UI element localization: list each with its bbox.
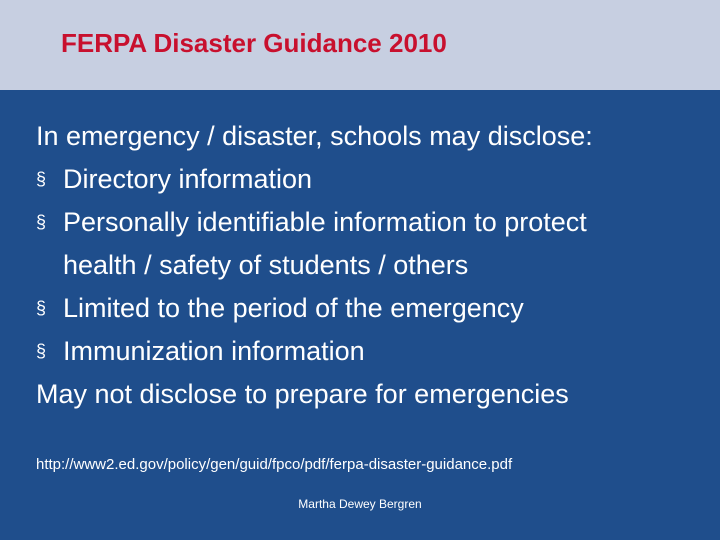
intro-text: In emergency / disaster, schools may disclose: <box>36 121 593 151</box>
author-footer: Martha Dewey Bergren <box>298 497 422 511</box>
bullet-item-directory <box>36 158 706 201</box>
bullet-text-continued: health / safety of students / others <box>63 250 469 280</box>
bullet-item-pii <box>36 201 706 287</box>
title-bar <box>0 0 720 90</box>
source-url-link[interactable]: http://www2.ed.gov/policy/gen/guid/fpco/pdf/ferpa-disaster-guidance.pdf <box>36 456 513 473</box>
slide-content <box>36 115 706 416</box>
closing-text: May not disclose to prepare for emergencies <box>36 379 569 409</box>
bullet-text: Directory information <box>63 164 313 194</box>
section-bullet-icon: § <box>36 341 47 361</box>
bullet-text: Immunization information <box>63 336 365 366</box>
slide-title: FERPA Disaster Guidance 2010 <box>61 28 447 58</box>
section-bullet-icon: § <box>36 212 47 232</box>
section-bullet-icon: § <box>36 169 47 189</box>
bullet-item-limited-period <box>36 287 706 330</box>
bullet-item-immunization <box>36 330 706 373</box>
bullet-text: Limited to the period of the emergency <box>63 293 524 323</box>
bullet-text: Personally identifiable information to protect <box>63 207 587 237</box>
section-bullet-icon: § <box>36 298 47 318</box>
